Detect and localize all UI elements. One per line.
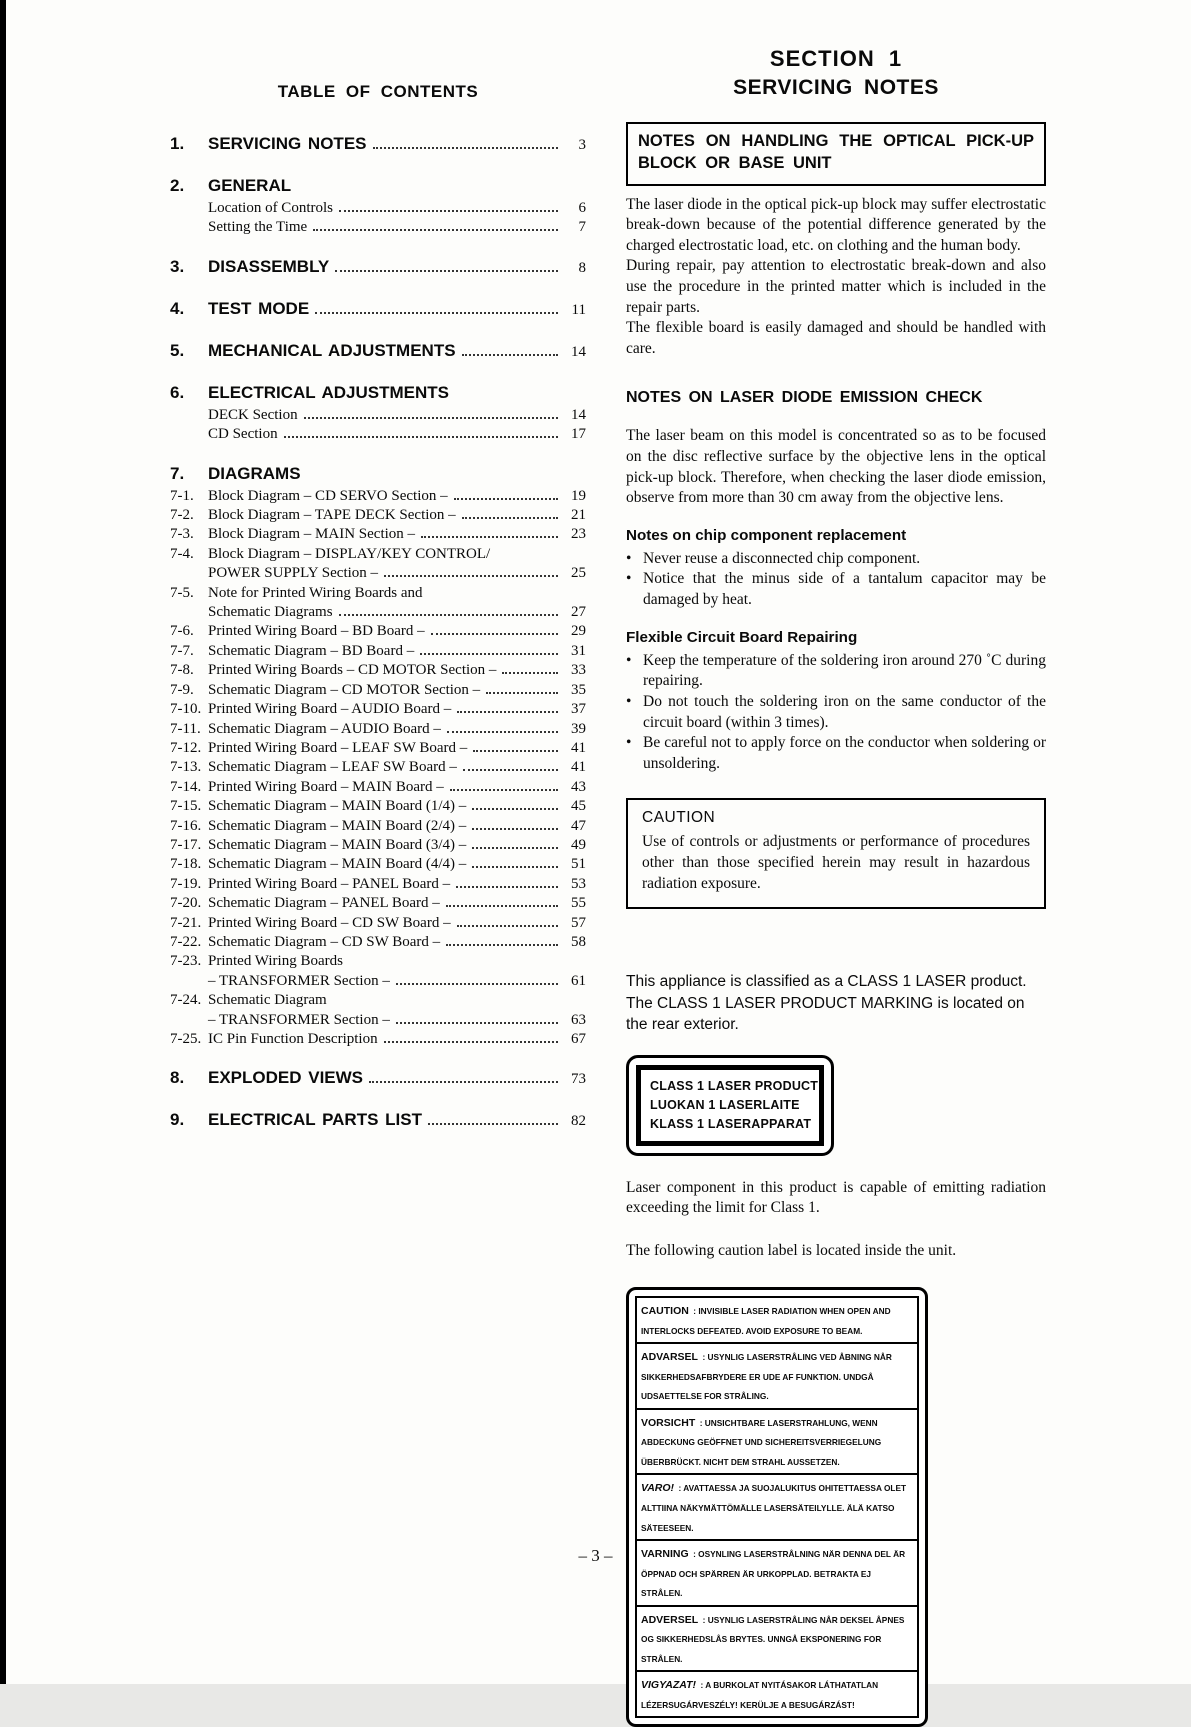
toc-sub-number: 7-1. [170, 487, 194, 504]
toc-entry-page: 11 [571, 301, 586, 318]
bullet-icon: • [626, 651, 632, 669]
caution-label-term: VORSICHT [641, 1416, 696, 1429]
section-column [626, 46, 1046, 1727]
page-number: – 3 – [578, 1546, 613, 1565]
toc-entry-number: 4. [170, 298, 185, 318]
toc-sub-entry [170, 661, 586, 680]
toc-sub-number: 7-17. [170, 836, 202, 853]
toc-sub-page: 19 [571, 487, 586, 504]
toc-sub-label: Printed Wiring Board – MAIN Board – [208, 778, 444, 795]
toc-sub-entry [170, 972, 586, 991]
section-heading [626, 46, 1046, 100]
class1-label-line: KLASS 1 LASERAPPARAT [650, 1116, 812, 1131]
intro-paragraph: The flexible board is easily damaged and should be handled with care. [626, 319, 1046, 357]
toc-sub-label: – TRANSFORMER Section – [208, 972, 390, 989]
toc-sub-entry [170, 603, 586, 622]
toc-sub-number: 7-3. [170, 526, 194, 543]
chip-note-item [626, 549, 1046, 570]
caution-label-term: VARNING [641, 1548, 689, 1561]
toc-sub-entry [170, 855, 586, 874]
toc-sub-label: Printed Wiring Board – PANEL Board – [208, 875, 451, 892]
dot-leader [446, 944, 558, 946]
dot-leader [384, 1041, 558, 1043]
caution-label-text: : INVISIBLE LASER RADIATION WHEN OPEN AND INTERLOCKS DEFEATED. AVOID EXPOSURE TO BEAM. [641, 1306, 891, 1336]
toc-entry-label: DISASSEMBLY [208, 256, 330, 276]
toc-sub-label: Schematic Diagram – CD MOTOR Section – [208, 681, 481, 698]
dot-leader [431, 633, 558, 635]
caution-label-row [637, 1475, 917, 1541]
dot-leader [457, 925, 558, 927]
dot-leader [339, 210, 558, 212]
caution-label-text: : A BURKOLAT NYITÁSAKOR LÁTHATATLAN LÉZERSUGÁRVESZÉLY! KERÜLJE A BESUGÁRZÁST! [641, 1680, 879, 1710]
toc-sub-label: Schematic Diagram – AUDIO Board – [208, 720, 441, 737]
toc-sub-label: Schematic Diagram – BD Board – [208, 642, 415, 659]
flexible-board-item [626, 733, 1046, 774]
toc-list [170, 132, 586, 1133]
bullet-icon: • [626, 734, 632, 752]
toc-section [170, 339, 586, 364]
multilanguage-caution-label [626, 1287, 928, 1727]
toc-main-entry [170, 462, 586, 485]
toc-sub-label: Printed Wiring Board – AUDIO Board – [208, 701, 452, 718]
toc-main-entry [170, 339, 586, 364]
dot-leader [473, 750, 558, 752]
toc-sub-entry [170, 642, 586, 661]
class1-classification-note: This appliance is classified as a CLASS 1 LASER product. The CLASS 1 LASER PRODUCT MARKING is located on the rear exterior. [626, 973, 1027, 1033]
toc-sub-entry [170, 525, 586, 544]
class1-label-line: CLASS 1 LASER PRODUCT [650, 1079, 819, 1094]
toc-sub-number: 7-8. [170, 662, 194, 679]
toc-sub-page: 43 [571, 778, 586, 795]
dot-leader [315, 312, 558, 314]
toc-sub-page: 53 [571, 875, 586, 892]
toc-sub-number: 7-24. [170, 992, 202, 1009]
toc-sub-entry [170, 506, 586, 525]
toc-sub-page: 14 [571, 406, 586, 423]
toc-main-entry [170, 174, 586, 197]
toc-sub-entry [170, 778, 586, 797]
toc-sub-entry [170, 1030, 586, 1049]
toc-sub-label: Printed Wiring Board – BD Board – [208, 623, 425, 640]
toc-sub-label: Schematic Diagram – CD SW Board – [208, 933, 441, 950]
toc-sub-page: 33 [571, 662, 586, 679]
caution-label-text: : AVATTAESSA JA SUOJALUKITUS OHITETTAESSA OLET ALTTIINA NÄKYMÄTTÖMÄLLE LASERSÄTEILYLLE. ÄLÄ KATSO SÄTEESEEN. [641, 1483, 907, 1533]
toc-section [170, 297, 586, 322]
toc-sub-label: Schematic Diagram – MAIN Board (2/4) – [208, 817, 467, 834]
toc-sub-number: 7-10. [170, 701, 202, 718]
bullet-text: Never reuse a disconnected chip component. [643, 549, 921, 567]
laser-diode-emission-paragraph: The laser beam on this model is concentrated so as to be focused on the disc reflective surface by the objective lens in the optical pick-up block. Therefore, when checking the laser diode emission, observe from more than 30 cm away from the objective lens. [626, 427, 1046, 507]
flexible-board-heading: Flexible Circuit Board Repairing [626, 628, 858, 646]
toc-entry-number: 9. [170, 1110, 185, 1130]
toc-sub-number: 7-23. [170, 953, 202, 970]
dot-leader [339, 614, 558, 616]
toc-sub-entry [170, 564, 586, 583]
toc-sub-number: 7-7. [170, 642, 194, 659]
chip-notes-heading: Notes on chip component replacement [626, 526, 907, 544]
toc-main-entry [170, 1066, 586, 1091]
toc-section [170, 1108, 586, 1133]
toc-sub-label: Schematic Diagram – MAIN Board (4/4) – [208, 856, 467, 873]
toc-sub-label: Printed Wiring Board – LEAF SW Board – [208, 739, 468, 756]
toc-sub-label: Block Diagram – MAIN Section – [208, 526, 416, 543]
toc-sub-label: – TRANSFORMER Section – [208, 1011, 390, 1028]
dot-leader [384, 575, 558, 577]
flexible-board-list [626, 651, 1046, 775]
toc-sub-entry [170, 836, 586, 855]
toc-sub-label: Printed Wiring Board – CD SW Board – [208, 914, 451, 931]
toc-sub-label: POWER SUPPLY Section – [208, 565, 379, 582]
toc-column [170, 46, 586, 1727]
toc-entry-label: EXPLODED VIEWS [208, 1068, 364, 1088]
class1-laser-label [626, 1055, 834, 1155]
intro-paragraph: During repair, pay attention to electrostatic break-down and also use the procedure in the printed matter which is included in the repair parts. [626, 257, 1046, 316]
caution-box [626, 798, 1046, 909]
dot-leader [428, 1123, 558, 1125]
toc-section [170, 1066, 586, 1091]
toc-sub-label: Note for Printed Wiring Boards and [208, 584, 423, 601]
toc-sub-entry [170, 894, 586, 913]
toc-sub-entry [170, 739, 586, 758]
toc-sub-label: CD Section [208, 426, 278, 443]
toc-sub-page: 61 [571, 972, 586, 989]
bullet-text: Do not touch the soldering iron on the same conductor of the circuit board (within 3 times). [643, 692, 1046, 731]
toc-section [170, 462, 586, 1050]
toc-main-entry [170, 381, 586, 404]
bullet-text: Notice that the minus side of a tantalum capacitor may be damaged by heat. [643, 570, 1046, 609]
scan-edge-artifact [0, 0, 6, 1684]
toc-sub-number: 7-6. [170, 623, 194, 640]
toc-entry-number: 3. [170, 256, 185, 276]
toc-sub-number: 7-14. [170, 778, 202, 795]
dot-leader [472, 847, 558, 849]
toc-sub-page: 63 [571, 1011, 586, 1028]
toc-sub-entry [170, 487, 586, 506]
toc-entry-number: 6. [170, 382, 185, 402]
toc-sub-entry [170, 681, 586, 700]
toc-entry-label: GENERAL [208, 176, 292, 195]
caution-label-term: VIGYAZAT! [641, 1679, 697, 1692]
class1-label-line: LUOKAN 1 LASERLAITE [650, 1098, 800, 1113]
toc-sub-label: Schematic Diagram – MAIN Board (1/4) – [208, 798, 467, 815]
chip-note-item [626, 569, 1046, 610]
toc-sub-number: 7-2. [170, 507, 194, 524]
section-number-title: SECTION 1 [769, 46, 903, 71]
toc-sub-entry [170, 406, 586, 425]
toc-sub-label: Setting the Time [208, 219, 308, 236]
dot-leader [396, 983, 558, 985]
toc-sub-number: 7-9. [170, 681, 194, 698]
toc-sub-entry [170, 199, 586, 218]
dot-leader [457, 711, 558, 713]
dot-leader [369, 1081, 558, 1083]
dot-leader [373, 147, 559, 149]
dot-leader [456, 886, 558, 888]
toc-sub-page: 67 [571, 1031, 586, 1047]
toc-sub-entry [170, 622, 586, 641]
toc-sub-page: 57 [571, 914, 586, 931]
toc-sub-entry [170, 817, 586, 836]
caution-label-term: VARO! [641, 1482, 675, 1495]
flexible-board-item [626, 692, 1046, 733]
toc-sub-number: 7-25. [170, 1031, 202, 1047]
toc-sub-entry [170, 933, 586, 952]
chip-notes-list [626, 549, 1046, 611]
class1-laser-label-text [636, 1065, 824, 1145]
toc-sub-entry [170, 875, 586, 894]
toc-entry-label: ELECTRICAL ADJUSTMENTS [208, 382, 449, 402]
toc-sub-page: 41 [571, 759, 586, 776]
toc-sub-label: Block Diagram – CD SERVO Section – [208, 487, 448, 504]
toc-sub-number: 7-22. [170, 933, 202, 950]
intro-paragraph: The laser diode in the optical pick-up block may suffer electrostatic break-down because of the potential difference generated by the charged electrostatic load, etc. on clothing and the human body. [626, 195, 1046, 254]
toc-main-entry [170, 255, 586, 280]
dot-leader [486, 692, 558, 694]
dot-leader [502, 672, 558, 674]
toc-sub-number: 7-5. [170, 584, 194, 601]
toc-sub-entry [170, 1011, 586, 1030]
dot-leader [463, 769, 558, 771]
caution-label-row [637, 1607, 917, 1673]
toc-sub-entry [170, 700, 586, 719]
caution-box-body: Use of controls or adjustments or performance of procedures other than those specified herein may result in hazardous radiation exposure. [642, 833, 1030, 892]
toc-sub-number: 7-12. [170, 739, 202, 756]
dot-leader [304, 417, 558, 419]
toc-sub-number: 7-4. [170, 545, 194, 562]
toc-sub-page: 25 [571, 565, 586, 582]
toc-sub-page: 23 [571, 526, 586, 543]
caution-label-text: : USYNLIG LASERSTRÅLING VED ÅBNING NÅR SIKKERHEDSAFBRYDERE ER UDE AF FUNKTION. UNDGÅ UDSAETTELSE FOR STRÅLING. [641, 1352, 892, 1402]
toc-sub-number: 7-18. [170, 856, 202, 873]
toc-main-entry [170, 132, 586, 157]
toc-section [170, 174, 586, 238]
optical-pickup-box-heading: NOTES ON HANDLING THE OPTICAL PICK-UP BLOCK OR BASE UNIT [626, 122, 1046, 186]
bullet-icon: • [626, 570, 632, 588]
caution-label-term: ADVERSEL [641, 1613, 699, 1626]
toc-title: TABLE OF CONTENTS [277, 82, 479, 101]
toc-entry-page: 73 [571, 1071, 586, 1088]
toc-sub-label: Schematic Diagrams [208, 604, 333, 621]
toc-sub-label: Schematic Diagram [208, 992, 327, 1009]
bullet-text: Keep the temperature of the soldering iron around 270 ˚C during repairing. [643, 651, 1046, 690]
toc-entry-label: DIAGRAMS [208, 463, 301, 483]
bullet-icon: • [626, 692, 632, 710]
laser-component-note: Laser component in this product is capable of emitting radiation exceeding the limit for Class 1. [626, 1178, 1046, 1217]
toc-entry-number: 8. [170, 1068, 185, 1088]
toc-sub-label: Location of Controls [208, 200, 333, 216]
dot-leader [472, 808, 558, 810]
caution-label-row [637, 1672, 917, 1716]
caution-label-term: CAUTION [641, 1305, 689, 1318]
dot-leader [472, 866, 558, 868]
dot-leader [446, 905, 558, 907]
toc-entry-label: ELECTRICAL PARTS LIST [208, 1110, 422, 1130]
dot-leader [462, 354, 558, 356]
toc-sub-number: 7-13. [170, 759, 202, 776]
toc-sub-page: 45 [571, 798, 586, 815]
toc-sub-entry [170, 218, 586, 237]
toc-sub-page: 7 [578, 219, 586, 236]
toc-entry-page: 8 [578, 259, 586, 276]
toc-sub-entry [170, 991, 586, 1010]
dot-leader [450, 789, 558, 791]
toc-sub-number: 7-19. [170, 875, 202, 892]
toc-entry-page: 14 [571, 343, 586, 360]
toc-sub-label: IC Pin Function Description [208, 1031, 378, 1047]
dot-leader [454, 498, 558, 500]
flexible-board-item [626, 651, 1046, 692]
toc-entry-number: 7. [170, 463, 185, 483]
toc-sub-page: 49 [571, 836, 586, 853]
toc-sub-page: 35 [571, 681, 586, 698]
toc-sub-entry [170, 797, 586, 816]
toc-sub-page: 51 [571, 856, 586, 873]
intro-paragraphs [626, 195, 1046, 360]
toc-sub-page: 47 [571, 817, 586, 834]
caution-label-row [637, 1344, 917, 1410]
toc-sub-page: 6 [578, 200, 586, 216]
toc-sub-page: 55 [571, 895, 586, 912]
caution-label-row [637, 1410, 917, 1476]
bullet-icon: • [626, 549, 632, 567]
toc-sub-page: 58 [571, 933, 586, 950]
dot-leader [284, 436, 558, 438]
toc-sub-number: 7-16. [170, 817, 202, 834]
caution-box-title: CAUTION [642, 809, 716, 827]
caution-label-text: : USYNLIG LASERSTRÅLING NÅR DEKSEL ÅPNES OG SIKKERHEDSLÅS BRYTES. UNNGÅ EKSPONERING FOR STRÅLEN. [641, 1614, 905, 1664]
dot-leader [472, 828, 558, 830]
toc-sub-page: 39 [571, 720, 586, 737]
dot-leader [420, 653, 558, 655]
toc-main-entry [170, 1108, 586, 1133]
toc-entry-page: 3 [578, 137, 586, 153]
toc-section [170, 381, 586, 445]
toc-sub-page: 37 [571, 701, 586, 718]
toc-entry-label: SERVICING NOTES [208, 134, 367, 153]
toc-section [170, 255, 586, 280]
caution-label-text: : OSYNLING LASERSTRÅLNING NÄR DENNA DEL ÄR ÖPPNAD OCH SPÄRREN ÄR URKOPPLAD. BETRAKTA EJ STRÅLEN. [641, 1549, 906, 1599]
toc-sub-entry [170, 758, 586, 777]
toc-sub-page: 29 [571, 623, 586, 640]
toc-entry-page: 82 [571, 1113, 586, 1130]
bullet-text: Be careful not to apply force on the conductor when soldering or unsoldering. [643, 734, 1046, 772]
toc-sub-label: Schematic Diagram – PANEL Board – [208, 895, 440, 912]
toc-sub-page: 17 [571, 426, 586, 443]
section-name-title: SERVICING NOTES [733, 76, 939, 99]
toc-entry-label: TEST MODE [208, 298, 310, 318]
toc-sub-entry [170, 584, 586, 603]
toc-sub-label: Printed Wiring Boards [208, 953, 343, 970]
caution-label-text: : UNSICHTBARE LASERSTRAHLUNG, WENN ABDECKUNG GEÖFFNET UND SICHEREITSVERRIEGELUNG ÜBERBRÜCKT. NICHT DEM STRAHL AUSSETZEN. [641, 1417, 882, 1467]
toc-sub-page: 41 [571, 739, 586, 756]
toc-sub-label: DECK Section [208, 406, 298, 423]
dot-leader [396, 1022, 558, 1024]
dot-leader [421, 536, 558, 538]
multilanguage-caution-label-rows [635, 1296, 919, 1718]
toc-sub-number: 7-11. [170, 720, 201, 737]
toc-sub-number: 7-20. [170, 895, 202, 912]
toc-entry-number: 1. [170, 134, 185, 153]
toc-entry-number: 5. [170, 340, 185, 360]
toc-sub-label: Printed Wiring Boards – CD MOTOR Section – [208, 662, 497, 679]
toc-section [170, 132, 586, 157]
toc-sub-entry [170, 425, 586, 444]
toc-sub-label: Schematic Diagram – MAIN Board (3/4) – [208, 836, 467, 853]
caution-label-row [637, 1298, 917, 1344]
toc-sub-entry [170, 545, 586, 564]
dot-leader [462, 517, 558, 519]
toc-entry-number: 2. [170, 176, 185, 195]
toc-sub-number: 7-15. [170, 798, 202, 815]
toc-sub-label: Block Diagram – TAPE DECK Section – [208, 507, 456, 524]
toc-sub-entry [170, 720, 586, 739]
laser-diode-emission-heading: NOTES ON LASER DIODE EMISSION CHECK [626, 389, 983, 407]
toc-sub-page: 21 [571, 507, 586, 524]
toc-sub-label: Block Diagram – DISPLAY/KEY CONTROL/ [208, 545, 491, 562]
toc-main-entry [170, 297, 586, 322]
caution-label-term: ADVARSEL [641, 1351, 698, 1364]
toc-sub-number: 7-21. [170, 914, 202, 931]
toc-sub-label: Schematic Diagram – LEAF SW Board – [208, 759, 457, 776]
toc-sub-entry [170, 952, 586, 971]
caution-label-location-note: The following caution label is located inside the unit. [626, 1241, 957, 1259]
toc-sub-entry [170, 914, 586, 933]
dot-leader [447, 731, 558, 733]
dot-leader [335, 270, 558, 272]
toc-entry-label: MECHANICAL ADJUSTMENTS [208, 340, 456, 360]
toc-sub-page: 31 [571, 642, 586, 659]
dot-leader [313, 229, 558, 231]
toc-sub-page: 27 [571, 604, 586, 621]
